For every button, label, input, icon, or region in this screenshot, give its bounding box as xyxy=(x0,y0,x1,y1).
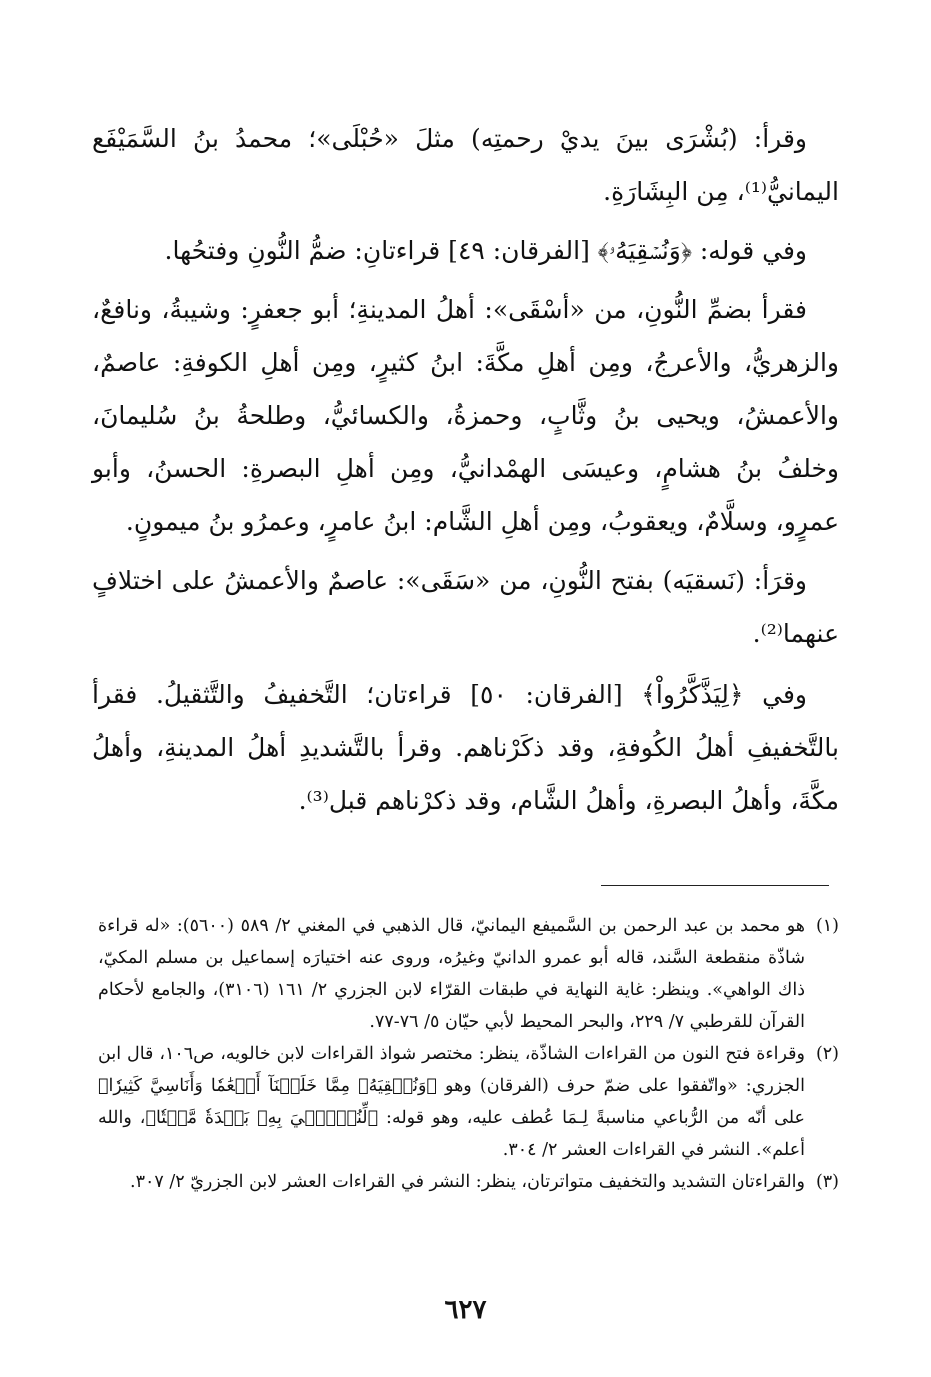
footnotes xyxy=(98,910,839,1198)
paragraph-1: وقرأ: (بُشْرَى بينَ يديْ رحمتِه) مثلَ «حُبْلَى»؛ محمدُ بنُ السَّمَيْفَع اليمانيُّ⁽¹⁾، مِن البِشَارَةِ. xyxy=(92,124,839,206)
paragraph-5: وفي ﴿لِيَذَّكَّرُواْ﴾ [الفرقان: ٥٠] قراءتان؛ التَّخفيفُ والتَّثقيلُ. فقرأ بالتَّخفيفِ أهلُ الكُوفةِ، وقد ذكَرْناهم. وقرأ بالتَّشديدِ أهلُ المدينةِ، وأهلُ مكَّةَ، وأهلُ البصرةِ، وأهلُ الشَّام، وقد ذكرْناهم قبل⁽³⁾. xyxy=(92,680,839,815)
page-number: ٦٢٧ xyxy=(444,1295,487,1325)
footnote-text: وقراءة فتح النون من القراءات الشاذّة، ينظر: مختصر شواذ القراءات لابن خالويه، ص١٠٦، قال ابن الجزري: «واتّفقوا على ضمّ حرف (الفرقان) وهو ﴿وَنُسۡقِيَهُۥ مِمَّا خَلَقۡنَآ أَنۡعَٰمٗا وَأَنَاسِيَّ كَثِيرٗا﴾ على أنّه من الرُّباعي مناسبةً لِـمَا عُطف عليه، وهو قوله: ﴿لِّنُحۡـِۧيَ بِهِۦ بَلۡدَةٗ مَّيۡتٗا﴾، والله أعلم». النشر في القراءات العشر ٢/ ٣٠٤. xyxy=(98,1044,805,1160)
paragraph-4: وقرَأ: (نَسقيَه) بفتح النُّونِ، من «سَقَى»: عاصمٌ والأعمشُ على اختلافٍ عنهما⁽²⁾. xyxy=(92,566,839,648)
footnote-text: والقراءتان التشديد والتخفيف متواترتان، ينظر: النشر في القراءات العشر لابن الجزريّ ٢/ ٣٠٧. xyxy=(130,1172,805,1192)
footnote-text: هو محمد بن عبد الرحمن بن السَّميفع اليمانيّ، قال الذهبي في المغني ٢/ ٥٨٩ (٥٦٠٠): «له قراءة شاذّة منقطعة السَّند، قاله أبو عمرو الدانيّ وغيرُه، وروى عنه اختيارَه إسماعيل بن مسلم المكيّ، ذاك الواهي». وينظر: غاية النهاية في طبقات القرّاء لابن الجزري ٢/ ١٦١ (٣١٠٦)، والجامع لأحكام القرآن للقرطبي ٧/ ٢٢٩، والبحر المحيط لأبي حيّان ٥/ ٧٦-٧٧. xyxy=(98,916,806,1032)
footnote-1 xyxy=(98,910,839,1038)
main-text xyxy=(92,112,839,833)
paragraph-3: فقرأ بضمِّ النُّونِ، من «أسْقَى»: أهلُ المدينةِ؛ أبو جعفرٍ: وشيبةُ، ونافعٌ، والزهريُّ، والأعرجُ، ومِن أهلِ مكَّةَ: ابنُ كثيرٍ، ومِن أهلِ الكوفةِ: عاصمٌ، والأعمشُ، ويحيى بنُ وثَّابٍ، وحمزةُ، والكسائيُّ، وطلحةُ بنُ سُليمانَ، وخلفُ بنُ هشامٍ، وعيسَى الهمْدانيُّ، ومِن أهلِ البصرةِ: الحسنُ، وأبو عمرٍو، وسلَّامٌ، ويعقوبُ، ومِن أهلِ الشَّام: ابنُ عامرٍ، وعمرُو بنُ ميمونٍ. xyxy=(92,295,839,536)
footnote-separator xyxy=(601,885,829,886)
paragraph-2: وفي قوله: ﴿وَنُسۡقِيَهُۥ﴾ [الفرقان: ٤٩] قراءتانِ: ضمُّ النُّونِ وفتحُها. xyxy=(164,236,807,265)
footnote-number: (١) xyxy=(815,916,839,936)
footnote-number: (٣) xyxy=(815,1172,839,1192)
footnote-number: (٢) xyxy=(815,1044,839,1064)
footnote-3 xyxy=(98,1166,839,1198)
footnote-2 xyxy=(98,1038,839,1166)
